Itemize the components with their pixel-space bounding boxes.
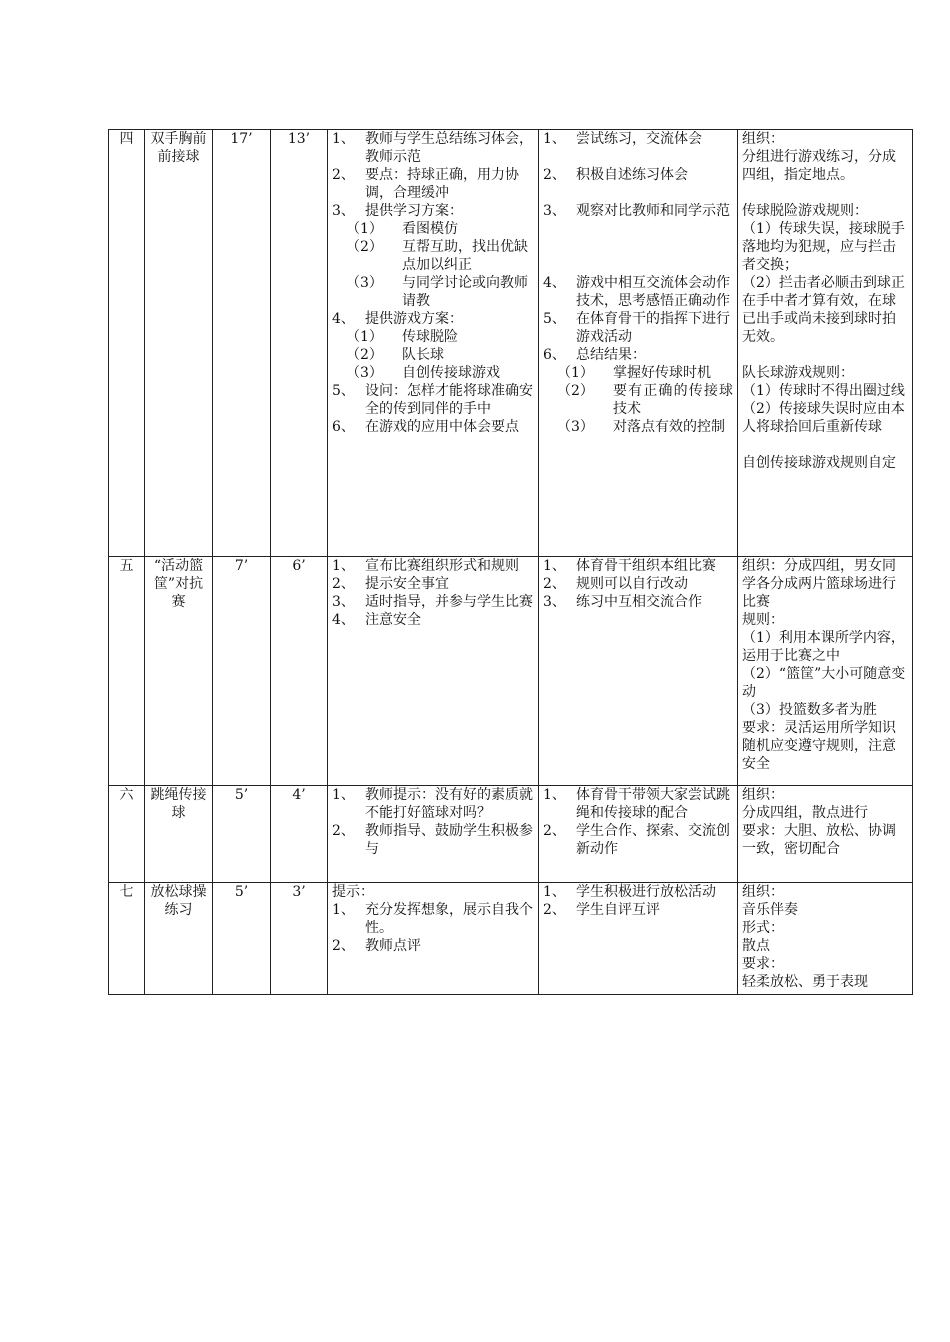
step-number: 2、 [332, 576, 355, 592]
time-practice: 6’ [271, 557, 328, 786]
step-number: 4、 [332, 612, 355, 628]
sub-step [332, 364, 534, 382]
spacer [543, 184, 733, 202]
org-line: 要求：灵活运用所学知识随机应变遵守规则，注意安全 [742, 720, 896, 772]
step-item [543, 822, 733, 858]
org-line: （2）拦击者必顺击到球正在手中者才算有效，在球已出手或尚未接到球时拍无效。 [742, 275, 905, 345]
sub-step-number: （2） [346, 347, 383, 363]
step-text: 要点：持球正确，用力协调，合理缓冲 [365, 167, 519, 201]
step-list [332, 786, 534, 858]
sub-step-text: 传球脱险 [402, 329, 458, 345]
teacher-activities [328, 557, 539, 786]
sub-step-number: （2） [557, 383, 594, 399]
activity-name: “活动篮筐”对抗赛 [145, 557, 213, 786]
org-line: 规则： [742, 612, 784, 628]
time-total: 5’ [213, 883, 271, 995]
table-row [109, 557, 913, 786]
step-item [543, 883, 733, 901]
step-number: 1、 [543, 558, 566, 574]
org-line: （3）投篮数多者为胜 [742, 702, 877, 718]
spacer [543, 220, 733, 274]
org-line: 形式： [742, 920, 784, 936]
step-number: 3、 [543, 594, 566, 610]
section-number: 六 [109, 786, 145, 883]
step-text: 游戏中相互交流体会动作技术，思考感悟正确动作 [576, 275, 730, 309]
step-list [332, 130, 534, 436]
sub-step-text: 要有正确的传接球技术 [613, 383, 733, 417]
step-item [332, 611, 534, 629]
step-item [543, 310, 733, 346]
step-list [332, 557, 534, 629]
student-activities [539, 786, 738, 883]
step-number: 5、 [332, 383, 355, 399]
step-text: 在体育骨干的指挥下进行游戏活动 [576, 311, 730, 345]
org-line: （2）“篮筐”大小可随意变动 [742, 666, 906, 700]
step-text: 观察对比教师和同学示范 [576, 203, 730, 219]
sub-step [543, 382, 733, 418]
sub-step [332, 346, 534, 364]
step-text: 总结结果： [576, 347, 646, 363]
step-text: 充分发挥想象，展示自我个性。 [365, 902, 533, 936]
org-line: 传球脱险游戏规则： [742, 203, 868, 219]
step-text: 提供学习方案： [365, 203, 463, 219]
teacher-activities [328, 130, 539, 557]
step-text: 提示安全事宜 [365, 576, 449, 592]
step-text: 学生积极进行放松活动 [576, 884, 716, 900]
sub-step [543, 418, 733, 436]
section-number: 五 [109, 557, 145, 786]
step-item [332, 418, 534, 436]
step-item [543, 202, 733, 220]
step-text: 尝试练习，交流体会 [576, 131, 702, 147]
section-number: 七 [109, 883, 145, 995]
step-item [332, 901, 534, 937]
step-number: 2、 [332, 938, 355, 954]
lesson-plan-table [108, 129, 913, 995]
table-row [109, 786, 913, 883]
org-line: 轻柔放松、勇于表现 [742, 974, 868, 990]
section-number: 四 [109, 130, 145, 557]
step-list [543, 883, 733, 919]
sub-step-number: （3） [557, 419, 594, 435]
step-text: 在游戏的应用中体会要点 [365, 419, 519, 435]
org-line: （1）利用本课所学内容，运用于比赛之中 [742, 630, 905, 664]
step-number: 4、 [543, 275, 566, 291]
step-text: 宣布比赛组织形式和规则 [365, 558, 519, 574]
step-number: 6、 [543, 347, 566, 363]
step-item [332, 557, 534, 575]
activity-name: 双手胸前前接球 [145, 130, 213, 557]
step-text: 教师点评 [365, 938, 421, 954]
sub-step [332, 274, 534, 310]
step-number: 2、 [332, 167, 355, 183]
step-number: 1、 [332, 787, 355, 803]
sub-step [332, 220, 534, 238]
step-number: 3、 [332, 203, 355, 219]
step-number: 1、 [332, 558, 355, 574]
step-number: 2、 [543, 823, 566, 839]
sub-step-text: 对落点有效的控制 [613, 419, 725, 435]
step-item [543, 130, 733, 148]
student-activities [539, 883, 738, 995]
step-list [543, 130, 733, 436]
org-line: 分组进行游戏练习，分成四组，指定地点。 [742, 149, 896, 183]
step-number: 2、 [543, 902, 566, 918]
step-item [543, 557, 733, 575]
step-number: 5、 [543, 311, 566, 327]
step-item [543, 786, 733, 822]
time-practice: 13’ [271, 130, 328, 557]
step-number: 2、 [332, 823, 355, 839]
step-text: 体育骨干带领大家尝试跳绳和传接球的配合 [576, 787, 730, 821]
org-line: （2）传接球失误时应由本人将球拾回后重新传球 [742, 401, 905, 435]
sub-step [543, 364, 733, 382]
org-line: 组织： [742, 131, 784, 147]
step-number: 3、 [332, 594, 355, 610]
sub-step-text: 与同学讨论或向教师请教 [402, 275, 528, 309]
sub-step-number: （2） [346, 239, 383, 255]
sub-step-text: 队长球 [402, 347, 444, 363]
step-item [332, 130, 534, 166]
step-item [332, 575, 534, 593]
sub-step [332, 238, 534, 274]
step-list [543, 786, 733, 858]
step-list [543, 557, 733, 611]
org-line [742, 436, 908, 454]
step-item [332, 382, 534, 418]
time-practice: 4’ [271, 786, 328, 883]
step-item [332, 822, 534, 858]
step-number: 1、 [543, 131, 566, 147]
org-line: 音乐伴奏 [742, 902, 798, 918]
table-row [109, 883, 913, 995]
org-line: 组织： [742, 787, 784, 803]
org-line: 组织： [742, 884, 784, 900]
spacer [543, 148, 733, 166]
step-item [332, 166, 534, 202]
org-line [742, 184, 908, 202]
activity-name: 放松球操练习 [145, 883, 213, 995]
step-text: 设问：怎样才能将球准确安全的传到同伴的手中 [365, 383, 533, 417]
student-activities [539, 130, 738, 557]
organization-notes [738, 786, 913, 883]
org-line: 要求： [742, 956, 784, 972]
organization-notes [738, 883, 913, 995]
organization-notes [738, 557, 913, 786]
sub-step-number: （3） [346, 275, 383, 291]
step-item [543, 593, 733, 611]
step-number: 3、 [543, 203, 566, 219]
sub-step-text: 掌握好传球时机 [613, 365, 711, 381]
step-text: 学生自评互评 [576, 902, 660, 918]
step-text: 练习中互相交流合作 [576, 594, 702, 610]
step-number: 2、 [543, 576, 566, 592]
step-item [543, 901, 733, 919]
step-text: 教师指导、鼓励学生积极参与 [365, 823, 533, 857]
activity-name: 跳绳传接球 [145, 786, 213, 883]
org-line: 自创传接球游戏规则自定 [742, 455, 896, 471]
step-text: 注意安全 [365, 612, 421, 628]
sub-step-number: （1） [346, 221, 383, 237]
sub-step-text: 互帮互助，找出优缺点加以纠正 [402, 239, 528, 273]
step-text: 积极自述练习体会 [576, 167, 688, 183]
sub-step-number: （3） [346, 365, 383, 381]
step-item [332, 937, 534, 955]
step-text: 适时指导，并参与学生比赛 [365, 594, 533, 610]
org-line: （1）传球失误，接球脱手落地均为犯规，应与拦击者交换； [742, 221, 905, 273]
step-number: 4、 [332, 311, 355, 327]
time-total: 5’ [213, 786, 271, 883]
student-activities [539, 557, 738, 786]
org-line: 散点 [742, 938, 770, 954]
step-item [543, 274, 733, 310]
step-item [543, 346, 733, 364]
organization-notes [738, 130, 913, 557]
sub-step-number: （1） [346, 329, 383, 345]
sub-step [332, 328, 534, 346]
table-row [109, 130, 913, 557]
step-text: 规则可以自行改动 [576, 576, 688, 592]
time-total: 7’ [213, 557, 271, 786]
step-item [543, 575, 733, 593]
step-item [332, 786, 534, 822]
step-item [332, 202, 534, 220]
org-line: 分成四组，散点进行 [742, 805, 868, 821]
step-item [543, 166, 733, 184]
step-number: 1、 [543, 884, 566, 900]
org-line: 要求：大胆、放松、协调一致，密切配合 [742, 823, 896, 857]
step-text: 体育骨干组织本组比赛 [576, 558, 716, 574]
sub-step-text: 看图模仿 [402, 221, 458, 237]
step-number: 1、 [543, 787, 566, 803]
sub-step-text: 自创传接球游戏 [402, 365, 500, 381]
org-line [742, 346, 908, 364]
org-line: 队长球游戏规则： [742, 365, 854, 381]
step-text: 学生合作、探索、交流创新动作 [576, 823, 730, 857]
step-number: 6、 [332, 419, 355, 435]
list-heading: 提示： [332, 884, 374, 900]
step-text: 教师与学生总结练习体会，教师示范 [365, 131, 533, 165]
step-item [332, 310, 534, 328]
step-text: 提供游戏方案： [365, 311, 463, 327]
step-number: 1、 [332, 131, 355, 147]
time-total: 17’ [213, 130, 271, 557]
step-list [332, 883, 534, 955]
time-practice: 3’ [271, 883, 328, 995]
step-text: 教师提示：没有好的素质就不能打好篮球对吗？ [365, 787, 533, 821]
step-number: 2、 [543, 167, 566, 183]
teacher-activities [328, 786, 539, 883]
step-item [332, 593, 534, 611]
org-line: （1）传球时不得出圈过线 [742, 383, 905, 399]
teacher-activities [328, 883, 539, 995]
org-line: 组织：分成四组，男女同学各分成两片篮球场进行比赛 [742, 558, 896, 610]
step-number: 1、 [332, 902, 355, 918]
sub-step-number: （1） [557, 365, 594, 381]
